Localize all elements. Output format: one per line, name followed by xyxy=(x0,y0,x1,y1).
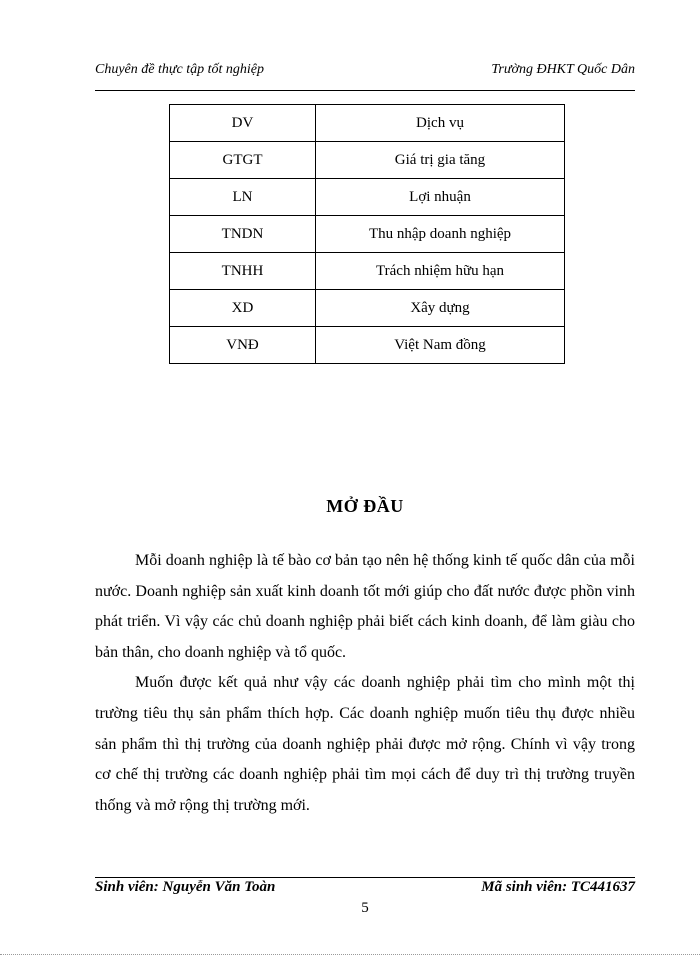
table-row xyxy=(170,105,565,142)
footer-student-id: Mã sinh viên: TC441637 xyxy=(481,879,635,895)
header-university: Trường ĐHKT Quốc Dân xyxy=(491,62,635,77)
page-number: 5 xyxy=(361,900,369,916)
abbreviation-meaning: Việt Nam đồng xyxy=(316,327,565,364)
table-row xyxy=(170,142,565,179)
page-header xyxy=(95,62,635,84)
table-row xyxy=(170,253,565,290)
page-bottom-divider xyxy=(0,954,700,955)
abbreviation-code: XD xyxy=(170,290,316,327)
abbreviation-meaning: Trách nhiệm hữu hạn xyxy=(316,253,565,290)
abbreviation-meaning: Giá trị gia tăng xyxy=(316,142,565,179)
abbreviation-code: TNDN xyxy=(170,216,316,253)
header-thesis-title: Chuyên đề thực tập tốt nghiệp xyxy=(95,62,264,77)
abbreviation-code: GTGT xyxy=(170,142,316,179)
abbreviation-code: LN xyxy=(170,179,316,216)
abbreviation-code: DV xyxy=(170,105,316,142)
abbreviation-meaning: Dịch vụ xyxy=(316,105,565,142)
table-row xyxy=(170,179,565,216)
abbreviation-code: VNĐ xyxy=(170,327,316,364)
abbreviation-table xyxy=(169,104,565,364)
section-title: MỞ ĐẦU xyxy=(326,496,404,516)
page-footer xyxy=(95,879,635,899)
abbreviation-meaning: Thu nhập doanh nghiệp xyxy=(316,216,565,253)
abbreviation-code: TNHH xyxy=(170,253,316,290)
abbreviation-meaning: Lợi nhuận xyxy=(316,179,565,216)
footer-divider xyxy=(95,877,635,878)
abbreviation-meaning: Xây dựng xyxy=(316,290,565,327)
paragraph: Mỗi doanh nghiệp là tế bào cơ bản tạo nên hệ thống kinh tế quốc dân của mỗi nước. Doanh nghiệp sản xuất kinh doanh tốt mới giúp cho đất nước được phồn vinh phát triển. Vì vậy các chủ doanh nghiệp phải biết cách kinh doanh, để làm giàu cho bản thân, cho doanh nghiệp và tổ quốc. xyxy=(95,552,635,661)
table-row xyxy=(170,290,565,327)
table-row xyxy=(170,216,565,253)
table-row xyxy=(170,327,565,364)
body-text xyxy=(95,546,635,821)
footer-student-name: Sinh viên: Nguyễn Văn Toàn xyxy=(95,879,276,895)
paragraph: Muốn được kết quả như vậy các doanh nghiệp phải tìm cho mình một thị trường tiêu thụ sản phẩm thích hợp. Các doanh nghiệp muốn tiêu thụ được nhiều sản phẩm thì thị trường của doanh nghiệp phải được mở rộng. Chính vì vậy trong cơ chế thị trường các doanh nghiệp phải tìm mọi cách để duy trì thị trường truyền thống và mở rộng thị trường mới. xyxy=(95,674,635,814)
header-divider xyxy=(95,90,635,91)
